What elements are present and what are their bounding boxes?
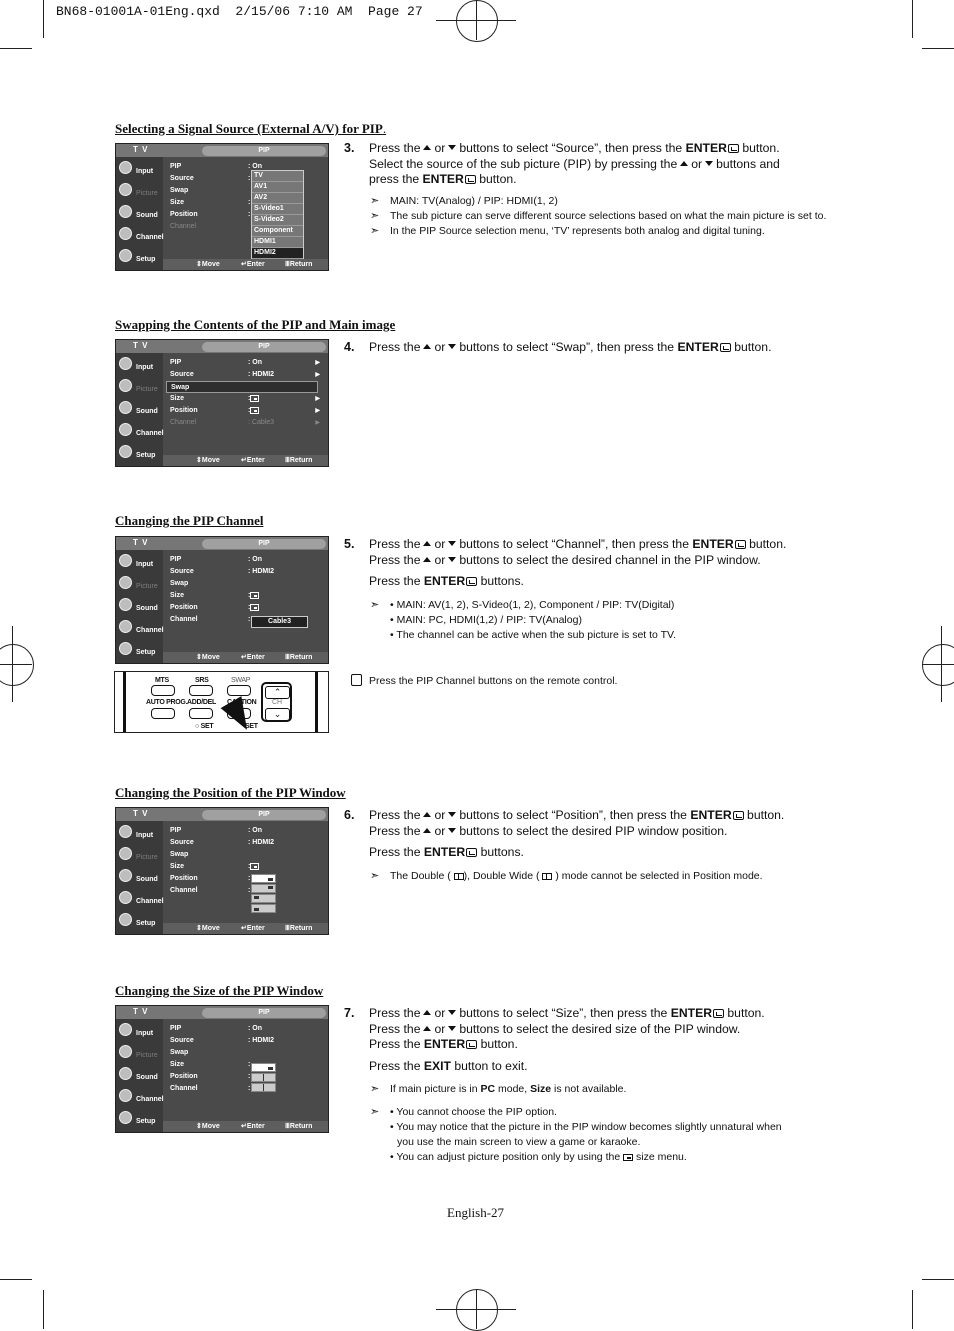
setup-icon — [119, 1111, 132, 1124]
crop-mark — [0, 48, 32, 49]
channel-icon — [119, 620, 132, 633]
sound-icon — [119, 401, 132, 414]
enter-icon — [728, 144, 739, 153]
channel-selector[interactable]: Cable3 — [251, 616, 308, 628]
page-footer: English-27 — [447, 1205, 505, 1220]
registration-mark — [0, 644, 34, 686]
setup-icon — [119, 445, 132, 458]
channel-buttons: ⌃ CH ⌄ — [261, 682, 292, 722]
notes-step-6: ➣ The Double ( ), Double Wide ( ) mode cannot be selected in Position mode. — [370, 870, 763, 882]
input-icon — [119, 825, 132, 838]
pip-small-icon — [623, 1154, 633, 1161]
input-icon — [119, 1023, 132, 1036]
size-options[interactable] — [251, 1063, 276, 1093]
enter-icon — [466, 577, 477, 586]
enter-icon — [735, 540, 746, 549]
picture-icon — [119, 576, 132, 589]
input-icon — [119, 161, 132, 174]
registration-mark — [456, 0, 498, 42]
channel-icon — [119, 1089, 132, 1102]
remote-note: Press the PIP Channel buttons on the remote control. — [351, 674, 617, 687]
channel-icon — [119, 227, 132, 240]
registration-line — [476, 0, 477, 40]
section-title-source: Selecting a Signal Source (External A/V) for PIP. — [115, 121, 387, 136]
pip-size-icon — [250, 395, 259, 402]
notes-step-5: ➣ • MAIN: AV(1, 2), S-Video(1, 2), Component / PIP: TV(Digital) • MAIN: PC, HDMI(1,2) / PIP: TV(Analog) • The channel can be active when the sub picture is set to TV. — [370, 599, 676, 641]
crop-mark — [922, 1279, 954, 1280]
registration-line — [922, 664, 954, 665]
setup-icon — [119, 642, 132, 655]
section-title-position: Changing the Position of the PIP Window — [115, 785, 346, 800]
section-title-size: Changing the Size of the PIP Window — [115, 983, 324, 998]
sound-icon — [119, 205, 132, 218]
enter-icon — [713, 1009, 724, 1018]
remote-control-illustration: MTS SRS SWAP AUTO PROG. ADD/DEL CAPTION ○ SET SET ⌃ CH ⌄ — [114, 671, 329, 733]
enter-icon — [733, 811, 744, 820]
double-icon — [454, 873, 464, 880]
enter-icon — [720, 343, 731, 352]
picture-icon — [119, 1045, 132, 1058]
crop-mark — [912, 1290, 913, 1329]
file-header: BN68-01001A-01Eng.qxd 2/15/06 7:10 AM Page 27 — [56, 4, 423, 19]
pip-size-icon — [250, 863, 259, 870]
picture-icon — [119, 847, 132, 860]
setup-icon — [119, 249, 132, 262]
sound-icon — [119, 598, 132, 611]
pip-position-icon — [250, 604, 259, 611]
pip-size-icon — [250, 592, 259, 599]
crop-mark — [0, 1279, 32, 1280]
registration-line — [0, 664, 32, 665]
enter-icon — [465, 175, 476, 184]
enter-icon — [466, 848, 477, 857]
source-dropdown[interactable]: TV AV1 AV2 S-Video1 S-Video2 Component HDMI1 HDMI2 — [251, 170, 304, 260]
enter-icon — [466, 1040, 477, 1049]
crop-mark — [43, 0, 44, 38]
section-title-swap: Swapping the Contents of the PIP and Main image — [115, 317, 396, 332]
setup-icon — [119, 913, 132, 926]
section-title-channel: Changing the PIP Channel — [115, 513, 264, 528]
sound-icon — [119, 869, 132, 882]
crop-mark — [43, 1290, 44, 1329]
pip-position-icon — [250, 407, 259, 414]
channel-icon — [119, 423, 132, 436]
notes-step-7: ➣ If main picture is in PC mode, Size is not available. ➣ • You cannot choose the PIP option. • You may notice that the picture in the PIP window becomes slightly unnatural when you use the main screen to view a game or karaoke. • You can adjust picture position only by using the size menu. — [370, 1083, 782, 1163]
crop-mark — [922, 48, 954, 49]
registration-line — [941, 626, 942, 702]
double-wide-icon — [542, 873, 552, 880]
picture-icon — [119, 183, 132, 196]
input-icon — [119, 554, 132, 567]
input-icon — [119, 357, 132, 370]
notes-step-3: ➣ MAIN: TV(Analog) / PIP: HDMI(1, 2) ➣ The sub picture can serve different source selections based on what the main picture is set to. ➣ In the PIP Source selection menu, ‘TV’ represents both analog and digital tuning. — [370, 195, 827, 237]
channel-icon — [119, 891, 132, 904]
osd-screen-size: T V PIP Input Picture Sound Channel Setup PIP : On Source : HDMI2 Swap Size : Position : Channel : ⇕ Move ↵ Enter Ⅲ Return — [115, 1005, 329, 1133]
registration-line — [12, 626, 13, 702]
sound-icon — [119, 1067, 132, 1080]
crop-mark — [912, 0, 913, 38]
remote-icon — [351, 674, 362, 686]
osd-screen-swap: T V PIP Input Picture Sound Channel Setup PIP : On ▶ Source : HDMI2 ▶ Swap Size : ▶ Position : ▶ Channel : Cable3 ▶ ⇕ Move ↵ Enter Ⅲ Return — [115, 339, 329, 467]
osd-screen-position: T V PIP Input Picture Sound Channel Setup PIP : On Source : HDMI2 Swap Size : Position : Channel : ⇕ Move ↵ Enter Ⅲ Return — [115, 807, 329, 935]
position-options[interactable] — [251, 874, 276, 914]
osd-screen-channel: T V PIP Input Picture Sound Channel Setup PIP : On Source : HDMI2 Swap Size : Position : Channel : Cable3 ⇕ Move ↵ Enter Ⅲ Return — [115, 536, 329, 664]
registration-line — [476, 1289, 477, 1329]
registration-mark — [456, 1289, 498, 1331]
registration-mark — [922, 644, 954, 686]
picture-icon — [119, 379, 132, 392]
osd-screen-source: T V PIP Input Picture Sound Channel Setup PIP : On Source : Swap Size : Position : Channel TV AV1 AV2 S-Video1 S-Video2 Component HDMI1 HDMI2 ⇕ Move ↵ Enter Ⅲ Return — [115, 143, 329, 271]
